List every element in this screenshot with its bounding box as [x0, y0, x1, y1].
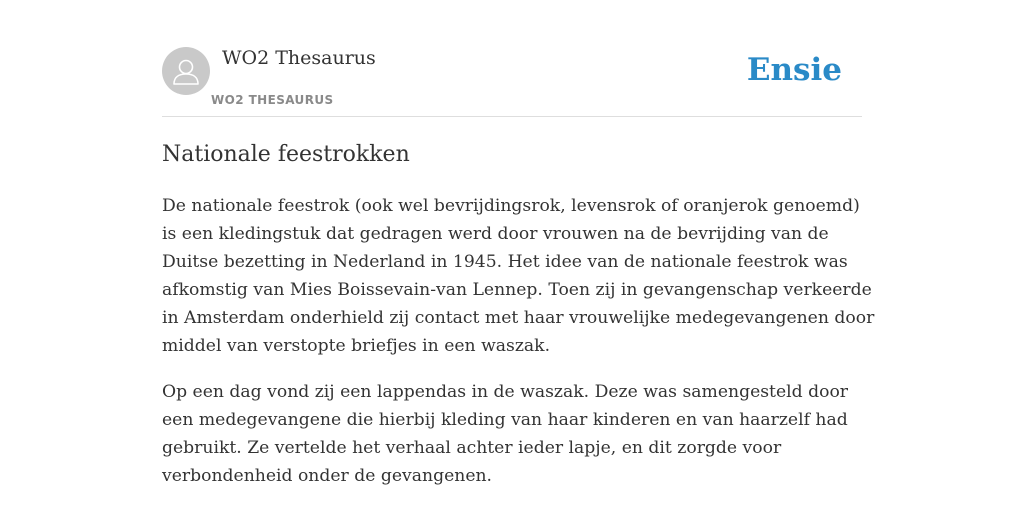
page-title: Nationale feestrokken	[162, 142, 410, 167]
article-body	[162, 192, 875, 508]
text-line: is een kledingstuk dat gedragen werd door vrouwen na de bevrijding van de	[162, 224, 829, 244]
user-icon	[162, 47, 210, 95]
text-line: Duitse bezetting in Nederland in 1945. Het idee van de nationale feestrok was	[162, 252, 848, 272]
text-line: een medegevangene die hierbij kleding van haar kinderen en van haarzelf had	[162, 410, 848, 430]
text-line: Op een dag vond zij een lappendas in de waszak. Deze was samengesteld door	[162, 382, 849, 402]
paragraph	[162, 378, 862, 490]
text-line: afkomstig van Mies Boissevain-van Lennep. Toen zij in gevangenschap verkeerde	[162, 280, 872, 300]
header	[162, 46, 862, 117]
brand-logo[interactable]: Ensie	[746, 52, 842, 88]
text-line: verbondenheid onder de gevangenen.	[162, 466, 493, 486]
text-line: gebruikt. Ze vertelde het verhaal achter ieder lapje, en dit zorgde voor	[162, 438, 782, 458]
paragraph	[162, 192, 875, 360]
source-label[interactable]: WO2 THESAURUS	[211, 93, 334, 107]
text-line: De nationale feestrok (ook wel bevrijdingsrok, levensrok of oranjerok genoemd)	[162, 196, 860, 216]
text-line: in Amsterdam onderhield zij contact met haar vrouwelijke medegevangenen door	[162, 308, 875, 328]
text-line: middel van verstopte briefjes in een waszak.	[162, 336, 551, 356]
author-name[interactable]: WO2 Thesaurus	[222, 47, 376, 69]
avatar[interactable]	[162, 47, 210, 95]
